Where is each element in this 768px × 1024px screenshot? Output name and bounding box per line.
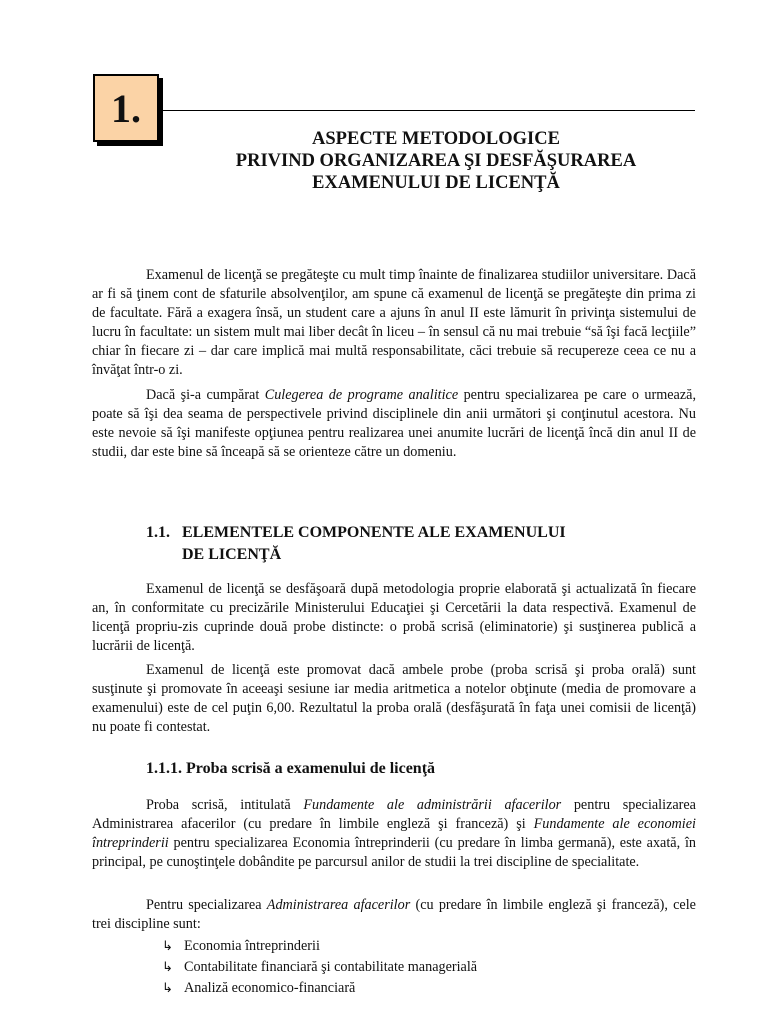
section-1-1-1-paragraph-2: Pentru specializarea Administrarea afacerilor (cu predare în limbile engleză şi franceză), cele trei discipline sunt: [92, 897, 696, 932]
chapter-title-line: EXAMENULUI DE LICENŢĂ [312, 173, 560, 193]
arrow-bullet-icon: ↳ [162, 939, 173, 954]
section-1-1-paragraph-2: Examenul de licenţă este promovat dacă ambele probe (proba scrisă şi proba orală) sunt susţinute şi promovate în aceeaşi sesiune iar media aritmetica a notelor obţinute (media de promovare a examenului) este de cel puţin 6,00. Rezultatul la proba orală (desfăşurată în faţa unei comisii de licenţă) nu poate fi contestat. [92, 662, 696, 735]
section-1-1-1-paragraph-1: Proba scrisă, intitulată Fundamente ale administrării afacerilor pentru specializarea Administrarea afacerilor (cu predare în limbile engleză şi franceză) şi Fundamente ale economiei întreprinderii pentru specializarea Economia întreprinderii (cu predare în limba germană), este axată, în principal, pe cunoştinţele dobândite pe parcursul anilor de studii la trei discipline de specialitate. [92, 797, 696, 870]
list-item: ↳ Contabilitate financiară şi contabilitate managerială [162, 957, 477, 978]
list-item: ↳ Analiză economico-financiară [162, 978, 477, 999]
chapter-number: 1. [111, 85, 141, 131]
intro-paragraph-2: Dacă şi-a cumpărat Culegerea de programe analitice pentru specializarea pe care o urmează, poate să îşi dea seama de perspectivele privind disciplinele din anii următori şi conţinutul acestora. Nu este nevoie să îşi manifeste opţiunea pentru realizarea unei anumite lucrări de licenţă încă din anul II de studii, dar este bine să înceapă să se orienteze către un domeniu. [92, 387, 696, 460]
arrow-bullet-icon: ↳ [162, 981, 173, 996]
section-1-1-paragraph-1: Examenul de licenţă se desfăşoară după metodologia proprie elaborată şi actualizată în fiecare an, în conformitate cu precizările Ministerului Educaţiei şi Cercetării la data respectivă. Examenul de licenţă propriu-zis cuprinde două probe distincte: o probă scrisă (eliminatorie) şi susţinerea publică a lucrării de licenţă. [92, 581, 696, 654]
arrow-bullet-icon: ↳ [162, 960, 173, 975]
chapter-title-line: PRIVIND ORGANIZAREA ŞI DESFĂŞURAREA [235, 151, 637, 171]
chapter-title-line: ASPECTE METODOLOGICE [312, 129, 560, 149]
section-heading-1-1: 1.1. ELEMENTELE COMPONENTE ALE EXAMENULUI DE LICENŢĂ [146, 524, 566, 563]
chapter-title [100, 128, 768, 194]
intro-paragraph-1: Examenul de licenţă se pregăteşte cu mult timp înainte de finalizarea studiilor universitare. Dacă ar fi să ţinem cont de sfaturile absolvenţilor, am spune că examenul de licenţă se pregăteşte din prima zi de facultate. Fără a exagera însă, un student care a ajuns în anul II este lămurit în privinţa sistemului de lucru în facultate: un sistem mult mai liber decât în liceu – în sensul că nu mai trebuie “să îşi facă lecţiile” chiar în fiecare zi – dar care implică mai multă responsabilitate, căci trebuie să recupereze ceea ce nu a învăţat într-o zi. [92, 267, 696, 378]
chapter-rule [159, 110, 695, 111]
discipline-list [162, 936, 477, 999]
list-item: ↳ Economia întreprinderii [162, 936, 477, 957]
section-heading-1-1-1: 1.1.1. Proba scrisă a examenului de licenţă [146, 760, 436, 777]
